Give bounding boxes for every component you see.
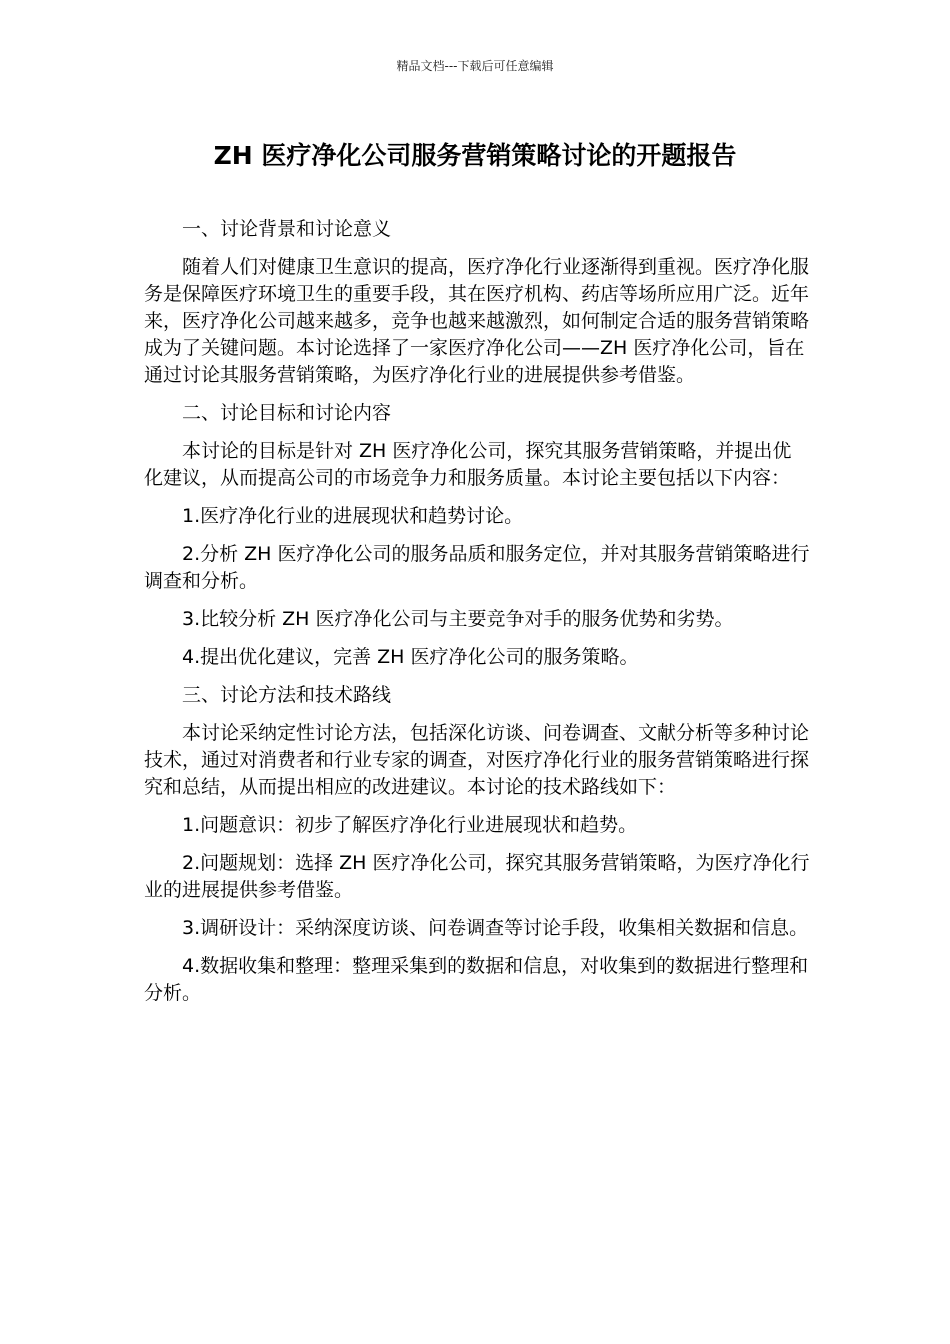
section3-list-item: 3.调研设计：采纳深度访谈、问卷调查等讨论手段，收集相关数据和信息。 bbox=[182, 917, 809, 939]
section3-paragraph: 本讨论采纳定性讨论方法，包括深化访谈、问卷调查、文献分析等多种讨论技术，通过对消费者和行业专家的调查，对医疗净化行业的服务营销策略进行探究和总结，从而提出相应的改进建议。本讨论的技术路线如下： bbox=[144, 722, 810, 798]
section3-list-item: 2.问题规划：选择 ZH 医疗净化公司，探究其服务营销策略，为医疗净化行业的进展提供参考借鉴。 bbox=[144, 852, 810, 901]
section-heading-2: 二、讨论目标和讨论内容 bbox=[182, 402, 392, 424]
header-note: 精品文档---下载后可任意编辑 bbox=[396, 59, 554, 73]
section2-paragraph: 本讨论的目标是针对 ZH 医疗净化公司，探究其服务营销策略，并提出优化建议，从而提高公司的市场竞争力和服务质量。本讨论主要包括以下内容： bbox=[144, 440, 792, 489]
section1-paragraph: 随着人们对健康卫生意识的提高，医疗净化行业逐渐得到重视。医疗净化服务是保障医疗环境卫生的重要手段，其在医疗机构、药店等场所应用广泛。近年来，医疗净化公司越来越多，竞争也越来越激烈，如何制定合适的服务营销策略成为了关键问题。本讨论选择了一家医疗净化公司——ZH 医疗净化公司，旨在通过讨论其服务营销策略，为医疗净化行业的进展提供参考借鉴。 bbox=[144, 256, 810, 386]
section-heading-3: 三、讨论方法和技术路线 bbox=[182, 684, 392, 706]
section2-list-item: 1.医疗净化行业的进展现状和趋势讨论。 bbox=[182, 505, 524, 527]
section3-list-item: 1.问题意识：初步了解医疗净化行业进展现状和趋势。 bbox=[182, 814, 638, 836]
section2-list-item: 2.分析 ZH 医疗净化公司的服务品质和服务定位，并对其服务营销策略进行调查和分析。 bbox=[144, 543, 810, 592]
document-body bbox=[144, 216, 810, 1018]
section2-list-item: 4.提出优化建议，完善 ZH 医疗净化公司的服务策略。 bbox=[182, 646, 639, 668]
section2-list-item: 3.比较分析 ZH 医疗净化公司与主要竞争对手的服务优势和劣势。 bbox=[182, 608, 734, 630]
document-title: ZH 医疗净化公司服务营销策略讨论的开题报告 bbox=[213, 141, 737, 170]
section3-list-item: 4.数据收集和整理：整理采集到的数据和信息，对收集到的数据进行整理和分析。 bbox=[144, 955, 809, 1004]
section-heading-1: 一、讨论背景和讨论意义 bbox=[182, 218, 392, 240]
